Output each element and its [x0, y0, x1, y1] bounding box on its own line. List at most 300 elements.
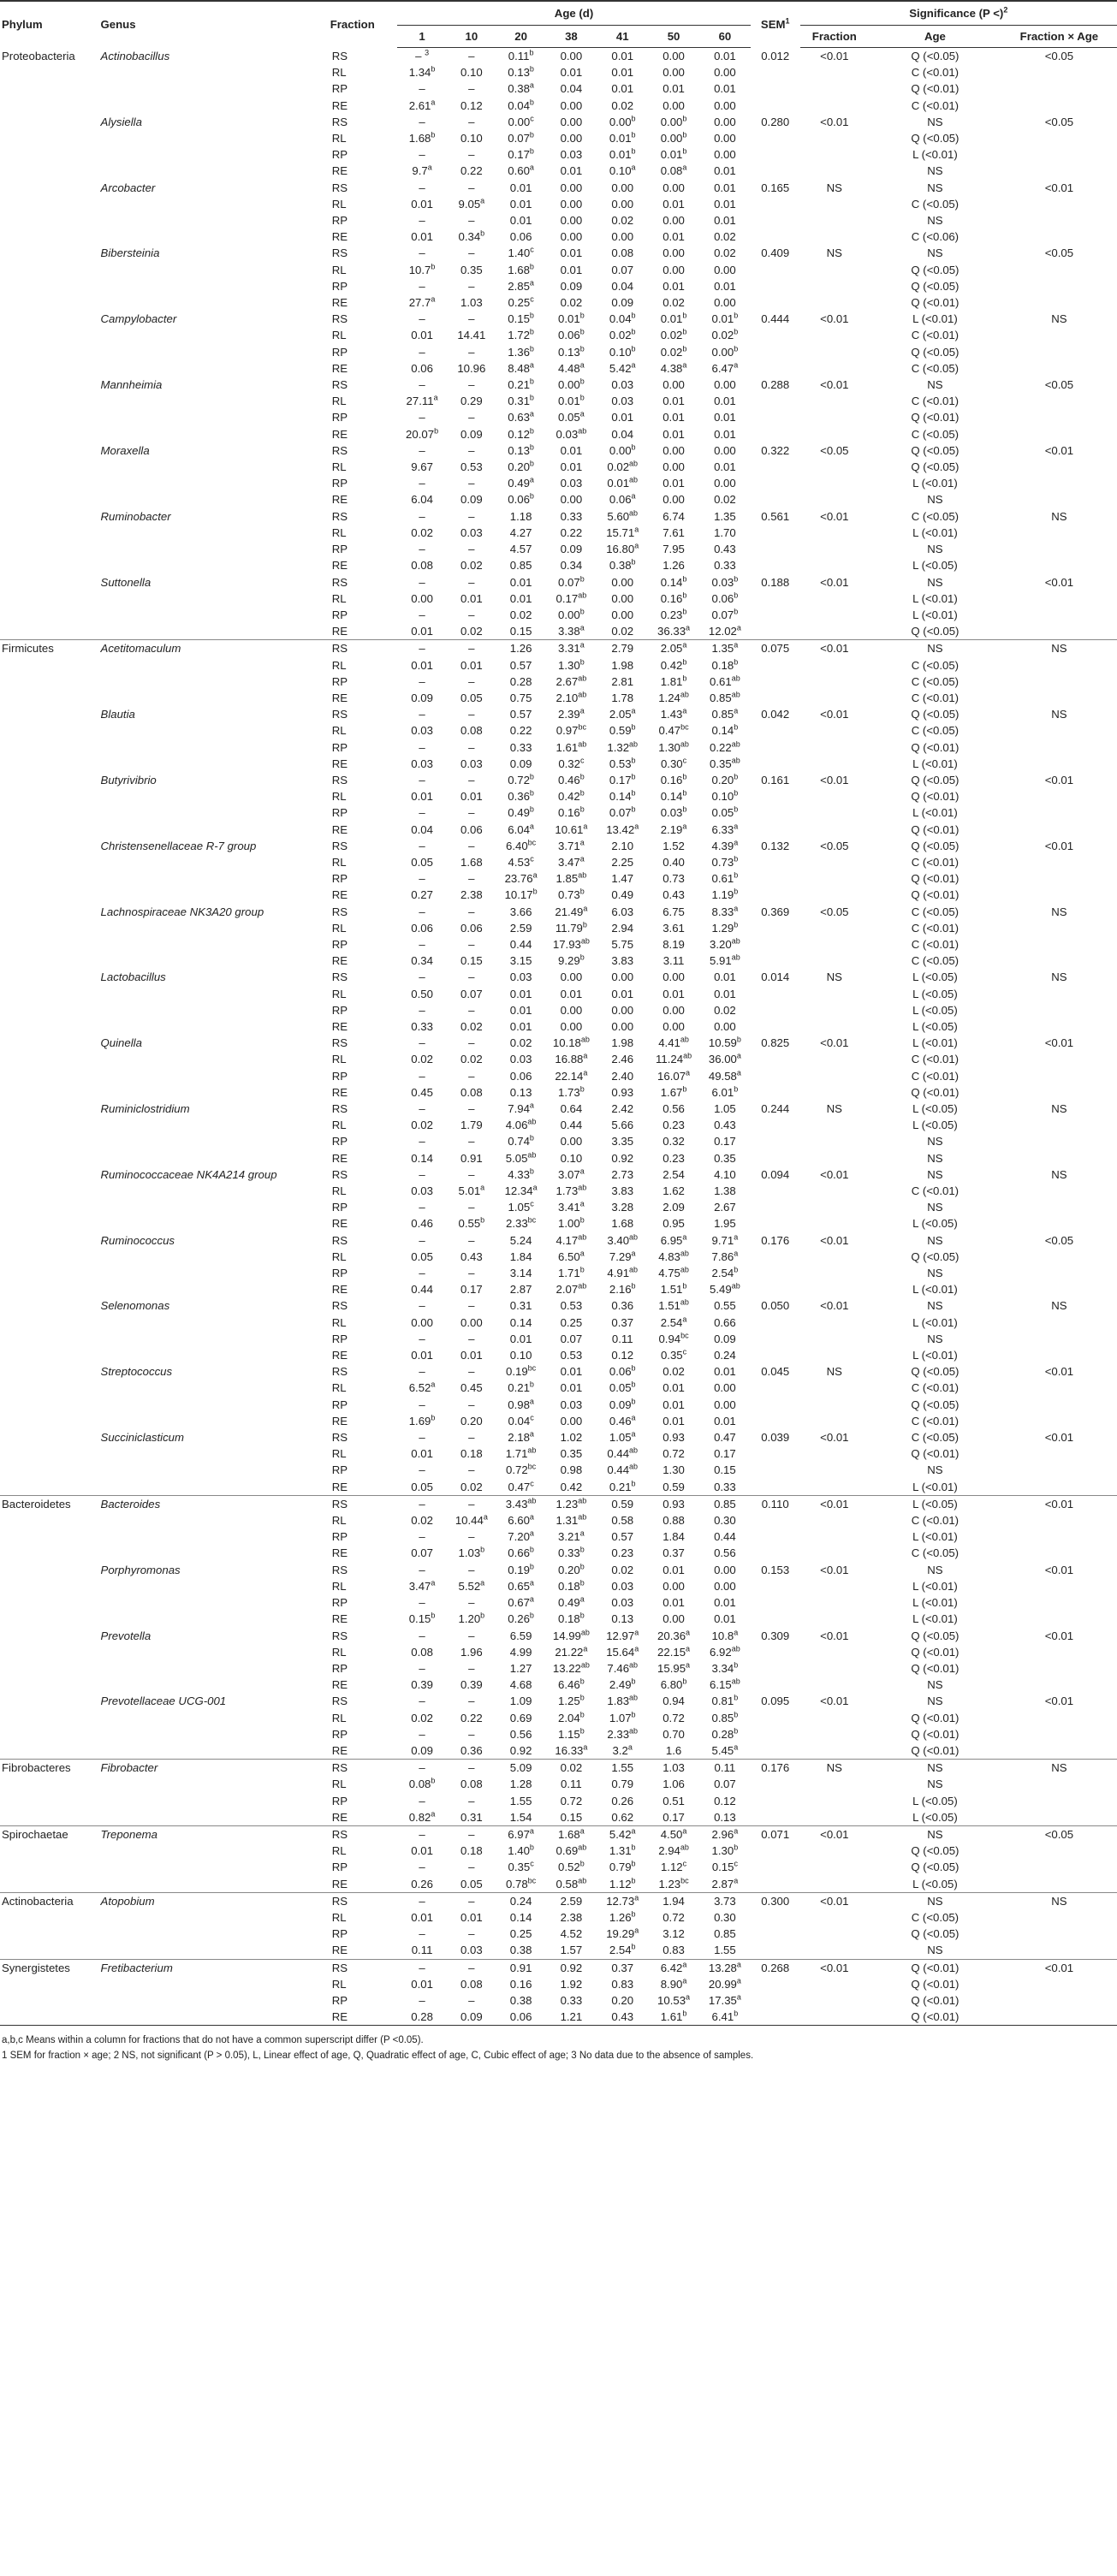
- sig-fxa-cell: [1001, 1545, 1117, 1561]
- value-cell: 1.19$^b$: [711, 887, 739, 902]
- sig-fxa-cell: [1001, 1992, 1117, 2009]
- sem-cell: 0.188: [761, 575, 790, 589]
- value-cell: 2.54$^b$: [609, 1942, 636, 1957]
- sig-fraction-cell: <0.01: [820, 1629, 849, 1642]
- sig-fraction-cell: [800, 294, 869, 311]
- genus-cell: [99, 409, 329, 425]
- table-row: [0, 475, 1117, 491]
- value-cell: 2.54$^b$: [711, 1265, 739, 1280]
- sem-cell: [751, 870, 800, 887]
- phylum-cell: [0, 1578, 99, 1594]
- fraction-cell: RL: [331, 197, 347, 211]
- fraction-cell: RE: [331, 691, 348, 704]
- sig-age-cell: Q (<0.01): [869, 1959, 1001, 1976]
- sig-age-cell: Q (<0.05): [911, 1927, 960, 1941]
- fraction-cell: RL: [331, 658, 347, 672]
- value-cell: 0.85: [714, 1927, 736, 1941]
- value-cell: –: [419, 509, 425, 523]
- value-cell: 2.73: [611, 1167, 634, 1181]
- phylum-cell: [0, 1331, 99, 1347]
- genus-cell: [99, 327, 329, 343]
- sig-fraction-cell: [800, 722, 869, 739]
- value-cell: 0.01: [714, 1414, 736, 1427]
- sem-cell: [751, 327, 800, 343]
- sig-age-cell: Q (<0.01): [911, 82, 960, 96]
- value-cell: 5.09: [496, 1760, 546, 1777]
- value-cell: 0.03: [509, 970, 532, 984]
- sig-fraction-cell: [800, 1281, 869, 1297]
- sig-fxa-cell: [1001, 525, 1117, 541]
- value-cell: 0.00: [714, 1579, 736, 1593]
- value-cell: 1.25$^b$: [558, 1693, 585, 1708]
- value-cell: 4.75$^{ab}$: [658, 1265, 689, 1280]
- genus-cell: Quinella: [100, 1036, 142, 1050]
- sig-fraction-cell: <0.01: [820, 773, 849, 786]
- value-cell: 0.00: [611, 591, 634, 605]
- value-cell: 1.51$^b$: [660, 1281, 687, 1297]
- sem-cell: [751, 344, 800, 360]
- value-cell: 6.75: [662, 905, 685, 918]
- genus-cell: [99, 1445, 329, 1462]
- value-cell: 10.53$^a$: [657, 1992, 691, 2007]
- sem-cell: [751, 1051, 800, 1067]
- table-row: [0, 1660, 1117, 1677]
- value-cell: 0.01: [662, 279, 685, 293]
- sem-cell: 0.176: [761, 1233, 790, 1247]
- table-row: [0, 1926, 1117, 1942]
- value-cell: 4.10: [714, 1167, 736, 1181]
- sem-cell: [751, 1742, 800, 1760]
- value-cell: 1.92: [560, 1977, 583, 1991]
- table-row: [0, 196, 1117, 212]
- genus-cell: Fibrobacter: [99, 1760, 329, 1777]
- value-cell: 0.15$^c$: [711, 1859, 738, 1874]
- fraction-cell: RS: [331, 1299, 348, 1313]
- value-cell: 0.00$^b$: [711, 344, 739, 359]
- value-cell: 2.59: [545, 1892, 597, 1909]
- table-row: [0, 360, 1117, 377]
- genus-cell: [99, 212, 329, 229]
- sig-fxa-cell: NS: [1001, 1760, 1117, 1777]
- value-cell: 0.94: [662, 1695, 685, 1708]
- value-cell: 0.01: [714, 164, 736, 178]
- value-cell: 0.35$^{ab}$: [710, 756, 740, 770]
- value-cell: 0.04: [611, 279, 634, 293]
- value-cell: 0.34: [560, 559, 583, 573]
- sig-age-cell: NS: [927, 1267, 943, 1280]
- value-cell: 0.44$^{ab}$: [607, 1445, 639, 1461]
- value-cell: 7.94$^a$: [508, 1101, 534, 1115]
- sem-cell: [751, 294, 800, 311]
- sig-fxa-cell: [1001, 1926, 1117, 1942]
- genus-cell: [99, 1380, 329, 1396]
- sem-cell: 0.825: [761, 1036, 790, 1050]
- value-cell: 0.35: [560, 1447, 583, 1461]
- sem-cell: 0.132: [761, 839, 790, 852]
- fraction-cell: RS: [331, 1431, 348, 1445]
- value-cell: 0.05: [411, 855, 433, 869]
- table-row: [0, 1068, 1117, 1084]
- value-cell: 0.59: [662, 1480, 685, 1493]
- value-cell: –: [447, 640, 496, 657]
- value-cell: 0.75: [509, 691, 532, 704]
- value-cell: –: [468, 1927, 475, 1941]
- value-cell: –: [468, 674, 475, 688]
- fraction-cell: RL: [331, 1447, 347, 1461]
- value-cell: 1.26: [662, 559, 685, 573]
- phylum-cell: [0, 1644, 99, 1660]
- phylum-cell: [0, 1068, 99, 1084]
- phylum-cell: [0, 557, 99, 573]
- table-row: [0, 804, 1117, 821]
- sig-fraction-cell: [800, 936, 869, 953]
- value-cell: 0.00: [560, 970, 583, 984]
- value-cell: 4.53$^c$: [508, 854, 534, 869]
- value-cell: 0.01: [509, 197, 532, 211]
- sig-fraction-cell: [800, 409, 869, 425]
- sig-age-cell: NS: [927, 378, 943, 392]
- sem-cell: [751, 1281, 800, 1297]
- value-cell: 2.04$^b$: [558, 1710, 585, 1724]
- sem-cell: [751, 739, 800, 756]
- value-cell: 1.73$^b$: [558, 1084, 585, 1099]
- header-phylum: Phylum: [0, 1, 99, 48]
- value-cell: 0.17$^b$: [609, 772, 636, 786]
- value-cell: 0.33: [560, 509, 583, 523]
- table-row: [0, 1199, 1117, 1215]
- sig-age-cell: Q (<0.01): [911, 740, 960, 754]
- value-cell: 0.02: [611, 1563, 634, 1576]
- value-cell: 0.01: [460, 1910, 483, 1924]
- table-row: [0, 557, 1117, 573]
- value-cell: 0.01$^b$: [558, 311, 585, 326]
- value-cell: –: [468, 1299, 475, 1313]
- sig-fxa-cell: [1001, 722, 1117, 739]
- sig-fxa-cell: [1001, 1462, 1117, 1478]
- value-cell: –: [419, 1727, 425, 1741]
- sig-fxa-cell: <0.01: [1044, 773, 1074, 786]
- value-cell: 0.82$^a$: [408, 1809, 436, 1824]
- value-cell: 6.97$^a$: [496, 1825, 546, 1843]
- sig-age-cell: C (<0.01): [911, 395, 960, 408]
- value-cell: 0.38: [509, 1944, 532, 1957]
- value-cell: 4.57: [509, 543, 532, 556]
- header-day: 41: [597, 26, 648, 48]
- value-cell: 0.35$^c$: [508, 1859, 534, 1874]
- footnote: 1 SEM for fraction × age; 2 NS, not significant (P > 0.05), L, Linear effect of age, Q, Quadratic effect of age, C, Cubic effect of age; 3 No data due to the absence of samples.: [2, 2051, 754, 2062]
- value-cell: 2.46: [611, 1053, 634, 1066]
- sig-fxa-cell: [1001, 1215, 1117, 1232]
- sig-fraction-cell: <0.01: [820, 1695, 849, 1708]
- sig-fxa-cell: <0.01: [1044, 1695, 1074, 1708]
- value-cell: 3.35: [611, 1135, 634, 1149]
- value-cell: 0.08$^a$: [660, 163, 687, 178]
- sig-fxa-cell: [1001, 541, 1117, 557]
- phylum-cell: Synergistetes: [0, 1959, 99, 1976]
- table-row: [0, 623, 1117, 640]
- value-cell: 2.40: [611, 1069, 634, 1083]
- sem-cell: [751, 1909, 800, 1926]
- sig-fxa-cell: <0.01: [1044, 443, 1074, 457]
- sig-fraction-cell: [800, 1265, 869, 1281]
- phylum-cell: Proteobacteria: [2, 49, 75, 62]
- sig-fxa-cell: [1001, 1281, 1117, 1297]
- value-cell: 0.01: [662, 1381, 685, 1395]
- sig-age-cell: NS: [927, 493, 943, 507]
- header-day: 60: [699, 26, 751, 48]
- value-cell: 0.07$^b$: [508, 130, 534, 145]
- genus-cell: Campylobacter: [100, 312, 177, 326]
- sem-cell: [751, 475, 800, 491]
- value-cell: –: [468, 115, 475, 128]
- genus-cell: [99, 1150, 329, 1166]
- table-row: [0, 1133, 1117, 1149]
- sig-age-cell: L (<0.01): [912, 477, 958, 490]
- value-cell: 0.04: [411, 822, 433, 836]
- value-cell: 0.01$^b$: [558, 393, 585, 408]
- sig-fraction-cell: NS: [800, 1760, 869, 1777]
- value-cell: 0.63$^a$: [508, 410, 534, 424]
- value-cell: 1.6: [665, 1743, 682, 1757]
- sig-age-cell: Q (<0.01): [911, 1993, 960, 2007]
- table-row: [0, 311, 1117, 327]
- sig-age-cell: L (<0.01): [912, 1036, 958, 1050]
- genus-cell: [99, 1578, 329, 1594]
- fraction-cell: RS: [331, 970, 348, 984]
- value-cell: 0.12: [714, 1794, 736, 1807]
- sig-fraction-cell: <0.01: [820, 1036, 849, 1050]
- table-row: [0, 1429, 1117, 1445]
- sig-age-cell: NS: [927, 1201, 943, 1214]
- value-cell: 4.27: [509, 525, 532, 539]
- sig-fraction-cell: [800, 1976, 869, 1992]
- value-cell: –: [419, 806, 425, 820]
- value-cell: 0.60$^a$: [508, 163, 534, 178]
- value-cell: 0.01: [411, 1349, 433, 1362]
- genus-cell: Atopobium: [99, 1892, 329, 1909]
- sem-cell: 0.050: [761, 1299, 790, 1313]
- value-cell: 0.21$^b$: [609, 1479, 636, 1493]
- sig-fxa-cell: [1001, 1413, 1117, 1429]
- value-cell: 0.20$^b$: [711, 772, 739, 786]
- value-cell: 21.49$^a$: [555, 904, 588, 918]
- phylum-cell: [0, 674, 99, 690]
- sig-age-cell: NS: [927, 543, 943, 556]
- sem-cell: [751, 1710, 800, 1726]
- value-cell: 22.14$^a$: [555, 1068, 588, 1083]
- sig-fraction-cell: [800, 1215, 869, 1232]
- value-cell: –: [419, 1993, 425, 2007]
- value-cell: 0.46: [411, 1217, 433, 1231]
- value-cell: 0.01$^b$: [660, 146, 687, 162]
- value-cell: 0.14$^b$: [609, 788, 636, 804]
- phylum-cell: [0, 459, 99, 475]
- value-cell: –: [468, 708, 475, 721]
- value-cell: 0.06$^b$: [609, 1363, 636, 1379]
- sig-fraction-cell: [800, 1528, 869, 1545]
- sig-age-cell: C (<0.05): [911, 197, 960, 211]
- value-cell: 0.00: [714, 443, 736, 457]
- sem-cell: [751, 525, 800, 541]
- value-cell: 0.14$^b$: [660, 788, 687, 804]
- genus-cell: [99, 2009, 329, 2026]
- sig-age-cell: NS: [927, 181, 943, 194]
- table-row: [0, 838, 1117, 854]
- value-cell: 0.13: [509, 1085, 532, 1099]
- value-cell: 0.00: [560, 98, 583, 112]
- value-cell: 0.11$^b$: [508, 48, 534, 62]
- sem-cell: [751, 1776, 800, 1792]
- value-cell: –: [468, 608, 475, 621]
- phylum-cell: [0, 1315, 99, 1331]
- sig-fraction-cell: [800, 491, 869, 507]
- sem-cell: [751, 1462, 800, 1478]
- sig-age-cell: C (<0.05): [911, 1431, 960, 1445]
- sig-fraction-cell: [800, 557, 869, 573]
- sig-fxa-cell: <0.01: [1044, 839, 1074, 852]
- value-cell: 0.06: [411, 361, 433, 375]
- value-cell: 0.01: [509, 1019, 532, 1033]
- value-cell: –: [468, 1332, 475, 1345]
- sig-fraction-cell: <0.01: [820, 575, 849, 589]
- fraction-cell: RE: [331, 757, 348, 770]
- value-cell: 0.13: [714, 1810, 736, 1824]
- value-cell: 0.01: [662, 1596, 685, 1610]
- sem-cell: [751, 360, 800, 377]
- value-cell: 0.05$^b$: [609, 1380, 636, 1395]
- fraction-cell: RL: [331, 1184, 347, 1198]
- table-row: [0, 1843, 1117, 1859]
- fraction-cell: RE: [331, 1944, 348, 1957]
- value-cell: 0.07: [714, 1778, 736, 1791]
- value-cell: 0.35$^c$: [660, 1347, 687, 1362]
- value-cell: 20.36$^a$: [657, 1628, 691, 1642]
- sig-fraction-cell: [800, 1512, 869, 1528]
- value-cell: 27.11$^a$: [406, 393, 438, 408]
- sig-fxa-cell: [1001, 98, 1117, 114]
- value-cell: 0.94$^{bc}$: [658, 1331, 689, 1345]
- value-cell: 1.27: [509, 1661, 532, 1675]
- value-cell: 1.61$^b$: [648, 2009, 699, 2026]
- value-cell: 0.14: [509, 1315, 532, 1329]
- sig-age-cell: C (<0.01): [911, 1381, 960, 1395]
- value-cell: –: [419, 345, 425, 359]
- phylum-cell: [0, 838, 99, 854]
- table-row: [0, 1035, 1117, 1051]
- value-cell: 6.59: [509, 1629, 532, 1642]
- fraction-cell: RP: [331, 1530, 348, 1544]
- sig-fxa-cell: [1001, 887, 1117, 903]
- sig-age-cell: L (<0.01): [912, 1315, 958, 1329]
- value-cell: 1.68$^a$: [545, 1825, 597, 1843]
- sig-fxa-cell: [1001, 1909, 1117, 1926]
- value-cell: 0.04$^b$: [609, 311, 636, 326]
- value-cell: 1.95: [714, 1217, 736, 1231]
- sem-cell: [751, 541, 800, 557]
- phylum-cell: [0, 722, 99, 739]
- value-cell: 1.31$^{ab}$: [556, 1512, 587, 1528]
- sig-fraction-cell: [800, 690, 869, 706]
- fraction-cell: RE: [331, 1414, 348, 1427]
- value-cell: 0.02: [460, 1480, 483, 1493]
- genus-cell: [99, 936, 329, 953]
- value-cell: 15.64$^a$: [606, 1644, 639, 1659]
- value-cell: –: [419, 279, 425, 293]
- phylum-cell: [0, 1742, 99, 1760]
- value-cell: 0.01: [560, 1381, 583, 1395]
- sig-age-cell: C (<0.01): [911, 1053, 960, 1066]
- value-cell: 19.29$^a$: [606, 1926, 639, 1941]
- value-cell: 0.67$^a$: [508, 1594, 534, 1610]
- sig-fraction-cell: [800, 887, 869, 903]
- value-cell: 0.07: [411, 1546, 433, 1560]
- genus-cell: [99, 591, 329, 607]
- value-cell: 20.99$^a$: [708, 1976, 741, 1991]
- value-cell: 0.57: [611, 1530, 634, 1544]
- genus-cell: [99, 344, 329, 360]
- genus-cell: [99, 657, 329, 674]
- fraction-cell: RP: [331, 1267, 348, 1280]
- sig-age-cell: Q (<0.05): [911, 1861, 960, 1874]
- phylum-cell: [0, 1660, 99, 1677]
- value-cell: –: [468, 806, 475, 820]
- sem-cell: [751, 1545, 800, 1561]
- value-cell: 2.05$^a$: [648, 640, 699, 657]
- value-cell: 0.11: [611, 1332, 633, 1345]
- sig-fxa-cell: [1001, 804, 1117, 821]
- value-cell: 0.34$^b$: [458, 229, 485, 244]
- value-cell: 0.22: [460, 1711, 483, 1724]
- value-cell: –: [468, 1695, 475, 1708]
- value-cell: 0.01: [662, 477, 685, 490]
- sig-fraction-cell: [800, 1479, 869, 1496]
- sig-age-cell: Q (<0.01): [911, 1711, 960, 1724]
- genus-cell: [99, 1002, 329, 1018]
- sig-fraction-cell: [800, 130, 869, 146]
- value-cell: 22.15$^a$: [657, 1644, 691, 1659]
- value-cell: 0.06: [509, 1069, 532, 1083]
- sem-cell: [751, 936, 800, 953]
- genus-cell: [99, 393, 329, 409]
- sig-fraction-cell: [800, 657, 869, 674]
- value-cell: 0.08: [611, 246, 634, 260]
- value-cell: 1.47: [611, 872, 634, 886]
- phylum-cell: [0, 623, 99, 640]
- value-cell: –: [419, 773, 425, 786]
- value-cell: 0.05: [460, 691, 483, 704]
- value-cell: 0.72$^{bc}$: [506, 1463, 537, 1477]
- genus-cell: Treponema: [99, 1825, 329, 1843]
- value-cell: 0.66$^b$: [508, 1546, 534, 1560]
- sem-cell: [751, 1528, 800, 1545]
- fraction-cell: RE: [331, 1480, 348, 1493]
- table-row: [0, 904, 1117, 920]
- value-cell: 0.00: [714, 1563, 736, 1576]
- value-cell: 0.01: [560, 987, 583, 1000]
- fraction-cell: RE: [331, 1678, 348, 1692]
- value-cell: –: [468, 1629, 475, 1642]
- sem-cell: 0.153: [761, 1563, 790, 1576]
- value-cell: 6.04$^a$: [508, 822, 534, 836]
- value-cell: –: [419, 937, 425, 951]
- sig-age-cell: L (<0.05): [912, 559, 958, 573]
- table-row: [0, 1363, 1117, 1380]
- value-cell: 0.01: [714, 1596, 736, 1610]
- value-cell: – $^3$: [415, 48, 430, 62]
- sem-cell: 0.110: [751, 1495, 800, 1512]
- value-cell: 1.02: [560, 1431, 583, 1445]
- value-cell: 2.19$^a$: [660, 822, 687, 836]
